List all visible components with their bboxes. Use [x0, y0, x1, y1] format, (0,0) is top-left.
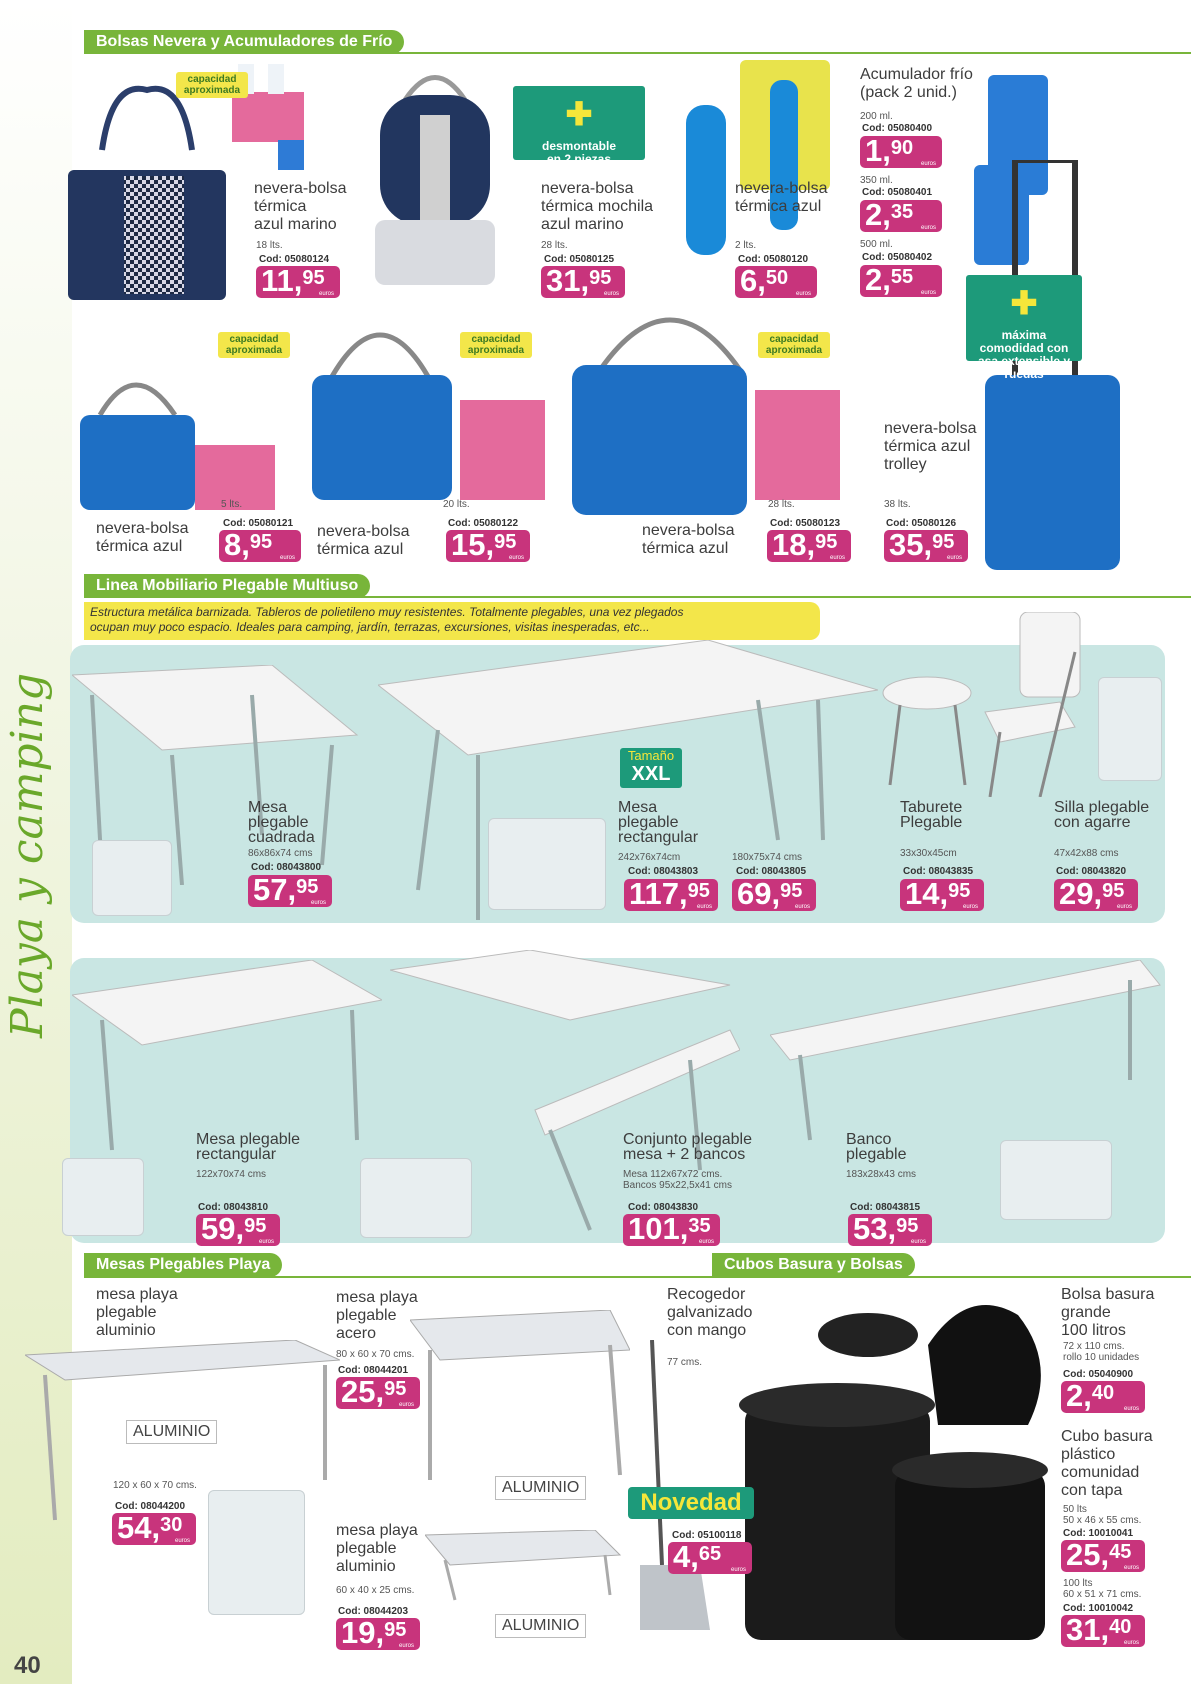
price-tag: 2 , 55 euros [860, 265, 942, 297]
product-dims: 180x75x74 cms [732, 852, 803, 863]
material-tag: ALUMINIO [495, 1614, 586, 1638]
price-tag: 19 , 95 euros [336, 1618, 420, 1650]
product-dims: 120 x 60 x 70 cms. [113, 1480, 197, 1491]
product-name: nevera-bolsa térmica azul marino [254, 180, 347, 233]
product-capacity: 5 lts. [221, 499, 243, 510]
price-tag: 1 , 90 euros [860, 136, 942, 168]
variant-code: Cod: 05080402 [862, 252, 933, 263]
price-tag: 2 , 35 euros [860, 200, 942, 232]
product-capacity: 20 lts. [443, 499, 470, 510]
product-code: Cod: 05080121 [223, 518, 294, 529]
product-code: Cod: 08043800 [251, 862, 322, 873]
product-code: Cod: 08043835 [903, 866, 974, 877]
plus-icon: ✚ [1010, 285, 1038, 321]
price-tag: 57 , 95 euros [248, 875, 332, 907]
cooler-20l-image [310, 300, 550, 505]
product-code: Cod: 05080126 [886, 518, 957, 529]
product-code: Cod: 08044201 [338, 1365, 409, 1376]
product-code: Cod: 10010042 [1063, 1603, 1134, 1614]
price-tag: 29 , 95 euros [1054, 879, 1138, 911]
product-name: mesa playa plegable acero [336, 1289, 418, 1342]
product-code: Cod: 08044200 [115, 1501, 186, 1512]
novedad-badge: Novedad [628, 1487, 754, 1519]
capacity-badge: capacidad aproximada [460, 332, 532, 358]
price-tag: 25 , 45 euros [1061, 1540, 1145, 1572]
product-dims: 72 x 110 cms. rollo 10 unidades [1063, 1341, 1140, 1363]
product-code: Cod: 08043830 [628, 1202, 699, 1213]
product-code: Cod: 10010041 [1063, 1528, 1134, 1539]
bottle-cooler-image [680, 60, 830, 255]
variant-size: 350 ml. [860, 175, 893, 186]
product-name: Cubo basura plástico comunidad con tapa [1061, 1428, 1153, 1499]
xxl-label-big: XXL [631, 763, 671, 785]
product-code: Cod: 05080125 [544, 254, 615, 265]
trolley-text: máxima comodidad con asa extensible y ruedas [977, 328, 1071, 381]
product-name: Recogedor galvanizado con mango [667, 1286, 753, 1339]
product-code: Cod: 05080124 [259, 254, 330, 265]
product-code: Cod: 05080123 [770, 518, 841, 529]
product-code: Cod: 08043805 [736, 866, 807, 877]
product-code: Cod: 08043810 [198, 1202, 269, 1213]
product-dims: 33x30x45cm [900, 848, 957, 859]
section-header-furniture: Linea Mobiliario Plegable Multiuso [84, 574, 370, 598]
product-name: mesa playa plegable aluminio [336, 1522, 418, 1575]
beach-table-folded-thumb [208, 1490, 305, 1615]
product-capacity: 18 lts. [256, 240, 283, 251]
bins-image [735, 1375, 1055, 1645]
product-name: Bolsa basura grande 100 litros [1061, 1286, 1155, 1339]
divider [84, 52, 1191, 54]
chair-folded-thumb [1098, 677, 1162, 781]
product-name: mesa playa plegable aluminio [96, 1286, 178, 1339]
price-tag: 11 , 95 euros [256, 266, 340, 298]
product-dims: Mesa 112x67x72 cms. Bancos 95x22,5x41 cms [623, 1169, 732, 1191]
material-tag: ALUMINIO [495, 1476, 586, 1500]
product-name: Silla plegable con agarre [1054, 799, 1150, 831]
capacity-badge: capacidad aproximada [758, 332, 830, 358]
section-header-beach: Mesas Plegables Playa [84, 1253, 282, 1277]
product-code: Cod: 05040900 [1063, 1369, 1134, 1380]
xxl-label-small: Tamaño [627, 748, 675, 763]
folding-chair-image [980, 612, 1100, 797]
product-name: nevera-bolsa térmica azul trolley [884, 420, 977, 473]
price-tag: 25 , 95 euros [336, 1377, 420, 1409]
product-name: nevera-bolsa térmica azul [735, 180, 828, 215]
section-header-coolers: Bolsas Nevera y Acumuladores de Frío [84, 30, 404, 54]
price-tag: 14 , 95 euros [900, 879, 984, 911]
beach-table-small-image [425, 1530, 625, 1605]
price-tag: 31 , 95 euros [541, 266, 625, 298]
accumulator-name: Acumulador frío (pack 2 unid.) [860, 66, 973, 101]
tote-bag-image [62, 80, 232, 305]
trolley-callout [966, 275, 1082, 381]
variant-code: Cod: 05080400 [862, 123, 933, 134]
variant-size: 200 ml. [860, 111, 893, 122]
product-dims: 47x42x88 cms [1054, 848, 1119, 859]
bench-image [770, 960, 1165, 1150]
cooler-5l-image [80, 355, 290, 515]
price-tag: 59 , 95 euros [196, 1214, 280, 1246]
product-dims: 86x86x74 cms [248, 848, 313, 859]
furniture-intro: Estructura metálica barnizada. Tableros de polietileno muy resistentes. Totalmente plegables, una vez plegados ocupan muy poco espacio. Ideales para camping, jardín, terrazas, excursiones, visitas inesperadas, etc... [84, 602, 820, 640]
set-folded-thumb [360, 1158, 472, 1238]
xxl-badge [620, 748, 682, 788]
divider [84, 1276, 1191, 1278]
price-tag: 31 , 40 euros [1061, 1615, 1145, 1647]
product-dims: 242x76x74cm [618, 852, 681, 863]
capacity-badge: capacidad aproximada [176, 72, 248, 98]
product-code: Cod: 08043815 [850, 1202, 921, 1213]
price-tag: 4 , 65 euros [668, 1542, 752, 1574]
price-tag: 6 , 50 euros [735, 266, 817, 298]
variant-code: Cod: 05080401 [862, 187, 933, 198]
capacity-badge: capacidad aproximada [218, 332, 290, 358]
square-table-folded-thumb [92, 840, 172, 916]
divider [84, 596, 1191, 598]
product-dims: 183x28x43 cms [846, 1169, 917, 1180]
product-code: Cod: 05080120 [738, 254, 809, 265]
product-code: Cod: 08043803 [628, 866, 699, 877]
product-name: Banco plegable [846, 1131, 907, 1163]
product-name: Mesa plegable cuadrada [248, 799, 315, 846]
product-dims: 60 x 40 x 25 cms. [336, 1585, 415, 1596]
product-capacity: 2 lts. [735, 240, 757, 251]
bench-folded-thumb [1000, 1140, 1112, 1220]
price-tag: 18 , 95 euros [767, 530, 851, 562]
section-header-bins: Cubos Basura y Bolsas [712, 1253, 915, 1277]
product-name: Mesa plegable rectangular [196, 1131, 301, 1163]
product-capacity: 28 lts. [541, 240, 568, 251]
product-name: nevera-bolsa térmica azul [96, 520, 189, 555]
price-tag: 53 , 95 euros [848, 1214, 932, 1246]
price-tag: 35 , 95 euros [884, 530, 968, 562]
plus-icon: ✚ [565, 96, 593, 132]
rect-table-folded-thumb [62, 1158, 144, 1236]
rect-table-122-image [72, 960, 382, 1163]
page-number: 40 [14, 1652, 41, 1679]
price-tag: 15 , 95 euros [446, 530, 530, 562]
detachable-text: desmontable en 2 piezas mochila + riñonera [525, 139, 633, 179]
product-dims: 122x70x74 cms [196, 1169, 267, 1180]
product-name: nevera-bolsa térmica azul [642, 522, 735, 557]
product-capacity: 38 lts. [884, 499, 911, 510]
backpack-image [360, 60, 510, 290]
product-name: nevera-bolsa térmica mochila azul marino [541, 180, 654, 233]
product-name: Mesa plegable rectangular [618, 799, 699, 846]
material-tag: ALUMINIO [126, 1420, 217, 1444]
product-code: Cod: 05080122 [448, 518, 519, 529]
product-code: Cod: 05100118 [672, 1530, 742, 1541]
beach-table-steel-image [410, 1310, 630, 1495]
price-tag: 101 , 35 euros [623, 1214, 720, 1246]
product-dims: 77 cms. [667, 1357, 703, 1368]
product-capacity: 28 lts. [768, 499, 795, 510]
rect-table-folded-thumb [488, 818, 606, 910]
dustpan-image [640, 1340, 710, 1630]
price-tag: 117 , 95 euros [624, 879, 718, 911]
price-tag: 54 , 30 euros [112, 1513, 196, 1545]
sidebar-title: Playa y camping [2, 672, 53, 1038]
product-dims: 80 x 60 x 70 cms. [336, 1349, 415, 1360]
price-tag: 8 , 95 euros [219, 530, 301, 562]
product-dims: 100 lts 60 x 51 x 71 cms. [1063, 1578, 1142, 1600]
product-dims: 50 lts 50 x 46 x 55 cms. [1063, 1504, 1142, 1526]
product-name: nevera-bolsa térmica azul [317, 523, 410, 558]
detachable-callout [513, 86, 645, 179]
product-name: Conjunto plegable mesa + 2 bancos [623, 1131, 752, 1163]
stool-image [880, 675, 975, 790]
product-code: Cod: 08043820 [1056, 866, 1127, 877]
product-name: Taburete Plegable [900, 799, 963, 831]
price-tag: 2 , 40 euros [1061, 1381, 1145, 1413]
price-tag: 69 , 95 euros [732, 879, 816, 911]
variant-size: 500 ml. [860, 239, 893, 250]
product-code: Cod: 08044203 [338, 1606, 409, 1617]
